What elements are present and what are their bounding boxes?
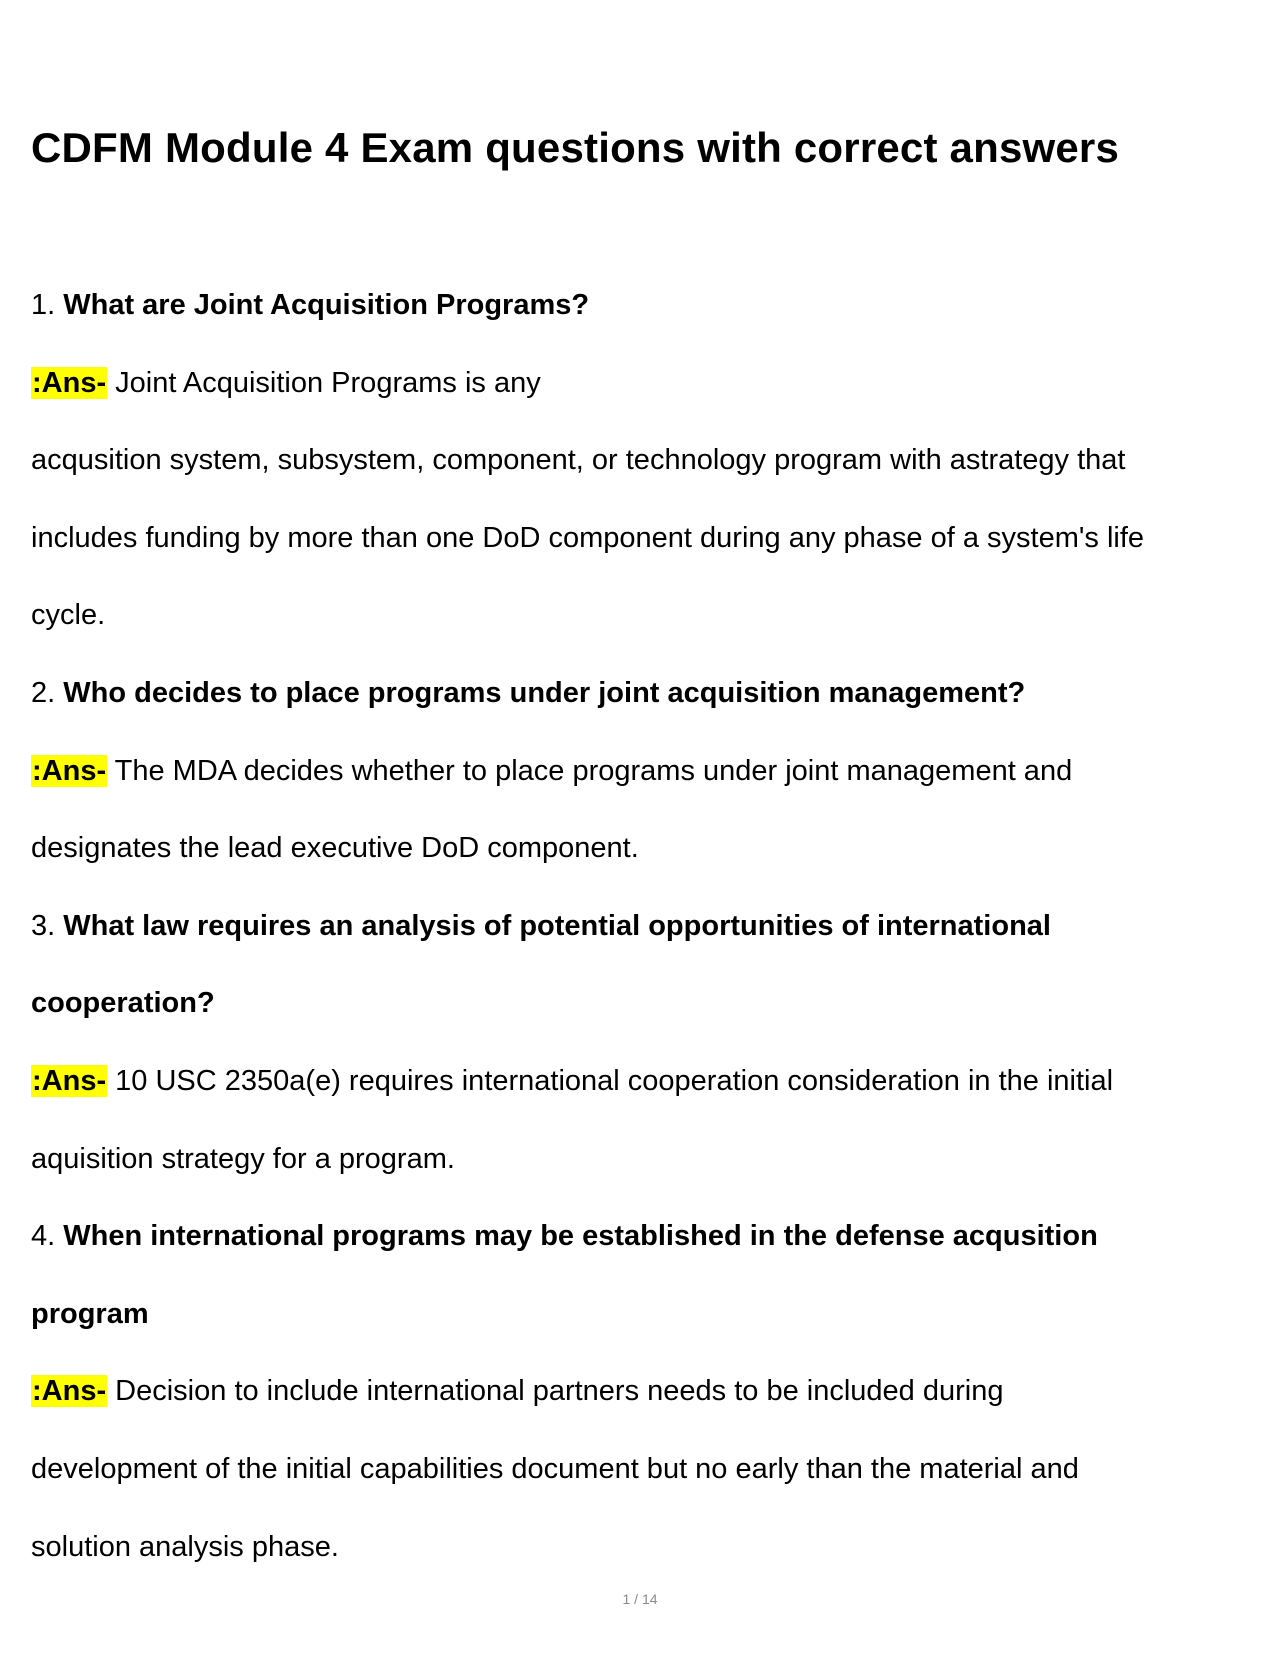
answer-text: The MDA decides whether to place programs under joint management and [114,754,1073,787]
qa-list [31,267,1246,1586]
question-number: 4. [31,1220,56,1253]
question-line [31,655,1246,733]
question-text: What law requires an analysis of potential opportunities of international [63,909,1051,942]
qa-item [31,1198,1246,1586]
question-text: program [31,1297,149,1330]
answer-text: solution analysis phase. [31,1530,339,1563]
answer-text: cycle. [31,599,106,632]
answer-text: aquisition strategy for a program. [31,1142,455,1175]
page-indicator: 1 / 14 [622,1591,658,1607]
question-text: What are Joint Acquisition Programs? [63,289,590,321]
answer-label: :Ans- [32,1064,107,1097]
question-line [31,267,1246,345]
answer-line [31,345,1246,423]
answer-label: :Ans- [32,366,107,399]
question-line [31,888,1246,966]
question-number: 2. [31,676,56,709]
question-number: 1. [31,289,56,321]
answer-text: acqusition system, subsystem, component, or technology program with astrategy that [31,444,1126,477]
answer-text: Decision to include international partners needs to be included during [115,1375,1004,1408]
question-text: When international programs may be established in the defense acqusition [63,1220,1098,1253]
answer-line [31,1043,1246,1121]
question-text: cooperation? [31,987,215,1020]
answer-text: includes funding by more than one DoD component during any phase of a system's life [31,521,1145,554]
answer-text: development of the initial capabilities document but no early than the material and [31,1452,1079,1485]
question-line [31,1198,1246,1276]
answer-text: Joint Acquisition Programs is any [115,366,541,399]
answer-line [31,1353,1246,1431]
question-number: 3. [31,909,56,942]
answer-text: designates the lead executive DoD component. [31,832,639,865]
answer-label: :Ans- [32,754,107,787]
document-title: CDFM Module 4 Exam questions with correct answers [31,124,1120,171]
qa-item [31,655,1246,888]
question-text: Who decides to place programs under joint acquisition management? [63,676,1026,709]
qa-item [31,267,1246,655]
answer-label: :Ans- [32,1375,107,1408]
answer-line [31,733,1246,811]
qa-item [31,888,1246,1198]
answer-text: 10 USC 2350a(e) requires international cooperation consideration in the initial [115,1064,1114,1097]
